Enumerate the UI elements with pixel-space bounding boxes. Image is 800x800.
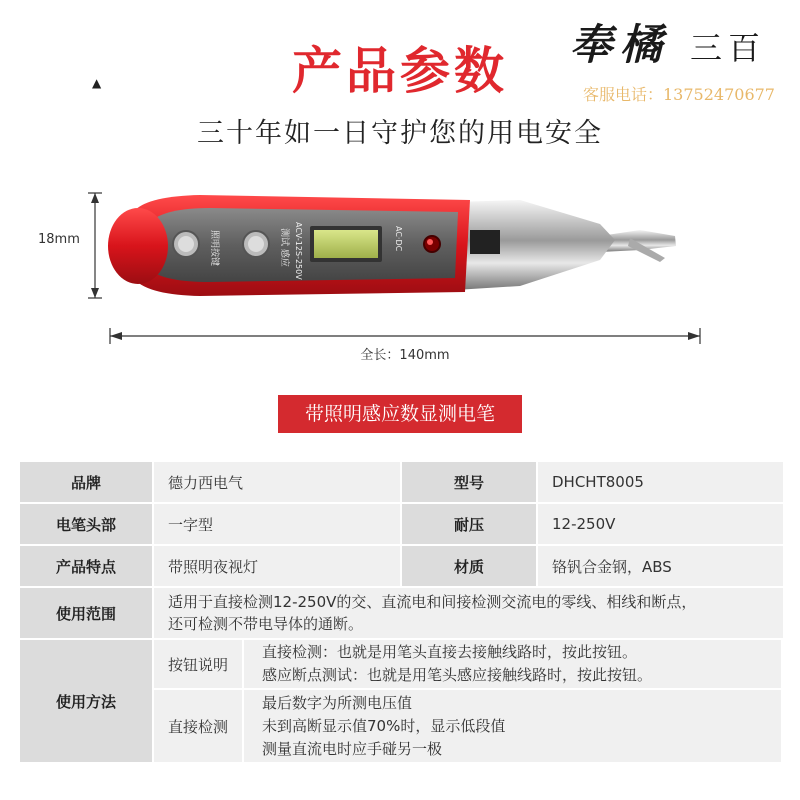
method-key: 使用方法 [20,640,152,762]
method-direct-line-1: 最后数字为所测电压值 [262,693,413,712]
spec-table [20,462,783,762]
spec-value: 一字型 [154,504,400,544]
spec-key: 产品特点 [20,546,152,586]
method-direct-line-2: 未到高断显示值70%时，显示低段值 [262,716,506,735]
spec-row-2 [20,504,783,546]
spec-key: 耐压 [402,504,536,544]
spec-value: DHCHT8005 [538,462,783,502]
method-button-line-2: 感应断点测试：也就是用笔头感应接触线路时，按此按钮。 [262,666,653,684]
method-button-line-1: 直接检测：也就是用笔头直接去接触线路时，按此按钮。 [262,643,638,661]
scope-key: 使用范围 [20,588,152,638]
spec-row-scope [20,588,783,640]
pen-label-middle: 测试 感应 [279,228,289,267]
page-title: 产品参数 [292,42,508,100]
pen-label-acdc: AC·DC [394,226,403,252]
spec-value: 德力西电气 [154,462,400,502]
product-name-banner: 带照明感应数显测电笔 [278,395,522,433]
scope-line-2: 还可检测不带电导体的通断。 [168,615,364,633]
pen-label-button: 照明按键 [209,230,219,267]
method-button-row [154,640,781,690]
spec-value: 铬钒合金钢，ABS [538,546,783,586]
spec-row-method [20,640,783,762]
method-direct-value [244,690,781,762]
scope-value [154,588,783,638]
spec-key: 型号 [402,462,536,502]
spec-value: 带照明夜视灯 [154,546,400,586]
length-dimension-label: 全长：140mm [360,348,450,363]
spec-value: 12-250V [538,504,783,544]
spec-row-1 [20,462,783,504]
scope-line-1: 适用于直接检测12-250V的交、直流电和间接检测交流电的零线、相线和断点， [168,593,697,611]
page-subtitle: 三十年如一日守护您的用电安全 [197,118,603,149]
pen-label-voltage: ACV-12S-250V [294,222,303,280]
spec-key: 品牌 [20,462,152,502]
service-phone: 客服电话：13752470677 [583,85,775,104]
method-button-key: 按钮说明 [154,640,242,688]
method-direct-row [154,690,781,762]
method-direct-key: 直接检测 [154,690,242,762]
brand-logo: 奉橘 [570,20,671,69]
brand-logo-small: 三百 [690,29,767,67]
height-dimension-label: 18mm [38,232,80,247]
method-details [154,640,781,762]
method-button-value [244,640,781,688]
bullet-dot: ▲ [92,76,102,90]
spec-key: 材质 [402,546,536,586]
spec-row-3 [20,546,783,588]
method-direct-line-3: 测量直流电时应手碰另一极 [262,739,443,758]
spec-key: 电笔头部 [20,504,152,544]
voltage-tester-pen [0,180,800,310]
